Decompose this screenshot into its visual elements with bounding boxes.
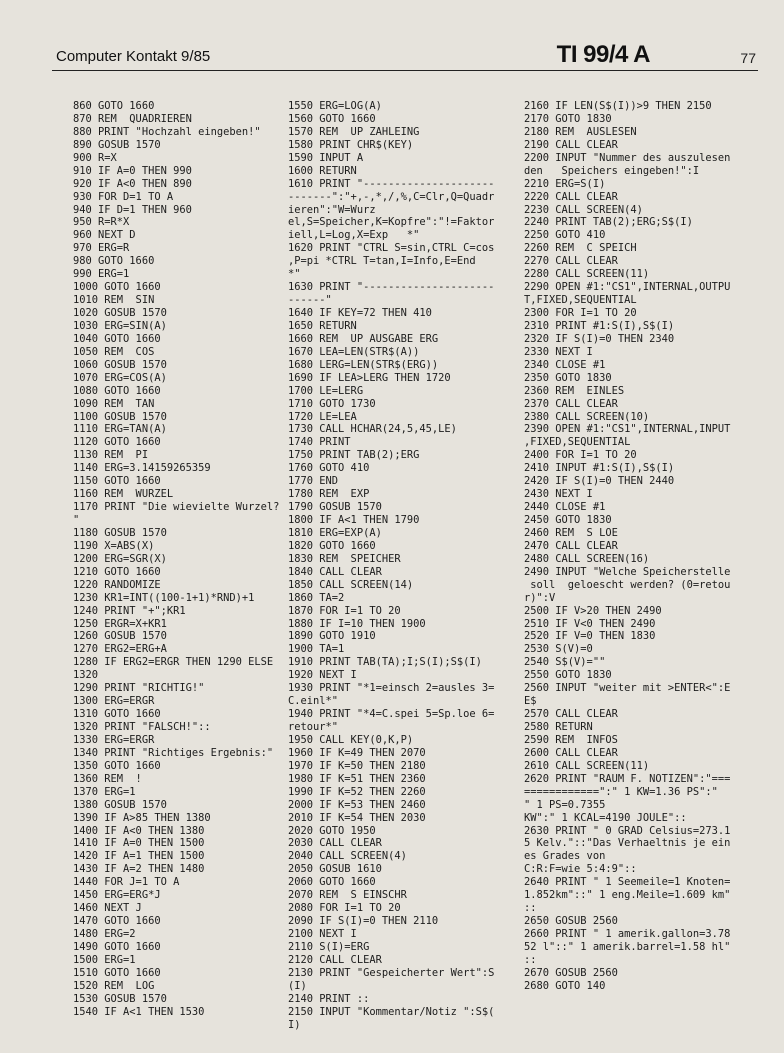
code-line: 1280 IF ERG2=ERGR THEN 1290 ELSE: [73, 656, 274, 669]
listing-column-3: [524, 100, 760, 993]
code-line: 2000 IF K=53 THEN 2460: [288, 798, 426, 811]
code-line: 1850 CALL SCREEN(14): [288, 578, 414, 591]
code-line: 1950 CALL KEY(0,K,P): [288, 733, 414, 746]
code-line: ,P=pi *CTRL T=tan,I=Info,E=End: [288, 255, 476, 268]
code-line: 1780 REM EXP: [288, 488, 370, 501]
code-line: 1630 PRINT "---------------------: [288, 281, 495, 294]
code-line: 870 REM QUADRIEREN: [73, 112, 192, 125]
code-line: 2350 GOTO 1830: [524, 371, 612, 384]
code-line: el,S=Speicher,K=Kopfre":"!=Faktor: [288, 216, 495, 229]
code-line: 1090 REM TAN: [73, 397, 155, 410]
code-line: 1700 LE=LERG: [288, 384, 364, 397]
code-line: 2580 RETURN: [524, 721, 593, 733]
code-line: 2010 IF K=54 THEN 2030: [288, 811, 426, 824]
code-line: 1730 CALL HCHAR(24,5,45,LE): [288, 423, 457, 436]
code-line: 2270 CALL CLEAR: [524, 255, 618, 268]
code-line: 2500 IF V>20 THEN 2490: [524, 604, 662, 617]
code-line: 1070 ERG=COS(A): [73, 371, 167, 384]
code-line: 2570 CALL CLEAR: [524, 708, 618, 721]
code-line: 1840 CALL CLEAR: [288, 565, 382, 578]
code-line: 1900 TA=1: [288, 643, 345, 656]
code-line: 1240 PRINT "+";KR1: [73, 604, 186, 617]
code-line: 2490 INPUT "Welche Speicherstelle: [524, 565, 731, 578]
code-line: ,FIXED,SEQUENTIAL: [524, 436, 631, 449]
code-line: ": [73, 514, 80, 526]
code-line: 1470 GOTO 1660: [73, 915, 161, 928]
code-line: 2150 INPUT "Kommentar/Notiz ":S$(: [288, 1005, 495, 1018]
code-line: 1220 RANDOMIZE: [73, 578, 161, 591]
code-line: 2070 REM S EINSCHR: [288, 889, 407, 902]
code-line: 890 GOSUB 1570: [73, 138, 161, 151]
code-line: 2340 CLOSE #1: [524, 358, 606, 371]
code-line: 1.852km"::" 1 eng.Meile=1.609 km": [524, 889, 731, 902]
code-line: 1000 GOTO 1660: [73, 281, 161, 294]
code-line: 2650 GOSUB 2560: [524, 915, 618, 928]
code-line: 970 ERG=R: [73, 242, 130, 255]
code-line: 1890 GOTO 1910: [288, 630, 376, 643]
code-line: 2590 REM INFOS: [524, 733, 618, 746]
code-line: 1680 LERG=LEN(STR$(ERG)): [288, 358, 439, 371]
code-line: 1860 TA=2: [288, 591, 345, 604]
code-line: 1500 ERG=1: [73, 953, 136, 966]
code-line: 1660 REM UP AUSGABE ERG: [288, 332, 439, 345]
code-line: 2290 OPEN #1:"CS1",INTERNAL,OUTPU: [524, 281, 731, 294]
code-line: 1720 LE=LEA: [288, 410, 357, 423]
code-line: 1960 IF K=49 THEN 2070: [288, 746, 426, 759]
code-line: 2360 REM EINLES: [524, 384, 625, 397]
code-line: 1600 RETURN: [288, 164, 357, 177]
code-line: 2090 IF S(I)=0 THEN 2110: [288, 915, 439, 928]
code-line: 2460 REM S LOE: [524, 526, 618, 539]
code-line: 1380 GOSUB 1570: [73, 798, 167, 811]
code-line: 2280 CALL SCREEN(11): [524, 268, 650, 281]
code-line: 1910 PRINT TAB(TA);I;S(I);S$(I): [288, 656, 482, 669]
code-line: 1690 IF LEA>LERG THEN 1720: [288, 371, 451, 384]
code-line: 1360 REM !: [73, 772, 142, 785]
code-line: 2310 PRINT #1:S(I),S$(I): [524, 319, 675, 332]
code-line: 2160 IF LEN(S$(I))>9 THEN 2150: [524, 100, 712, 112]
code-line: 2220 CALL CLEAR: [524, 190, 618, 203]
code-line: 1710 GOTO 1730: [288, 397, 376, 410]
code-line: ieren":"W=Wurz: [288, 203, 376, 216]
code-line: 1030 ERG=SIN(A): [73, 319, 167, 332]
code-line: 2660 PRINT " 1 amerik.gallon=3.78: [524, 928, 731, 940]
code-line: 1550 ERG=LOG(A): [288, 100, 382, 112]
code-line: 1580 PRINT CHR$(KEY): [288, 138, 414, 151]
code-line: 2530 S(V)=0: [524, 643, 593, 656]
code-line: ============":" 1 KW=1.36 PS":": [524, 785, 718, 798]
code-line: den Speichers eingeben!":I: [524, 164, 700, 177]
code-line: 2040 CALL SCREEN(4): [288, 850, 407, 863]
code-line: ::: [524, 902, 537, 915]
code-line: 1400 IF A<0 THEN 1380: [73, 824, 205, 837]
code-line: 1330 ERG=ERGR: [73, 733, 155, 746]
code-line: 5 Kelv."::"Das Verhaeltnis je ein: [524, 837, 731, 850]
code-line: 2020 GOTO 1950: [288, 824, 376, 837]
code-line: 1970 IF K=50 THEN 2180: [288, 759, 426, 772]
code-line: C.einl*": [288, 695, 339, 708]
code-line: 1390 IF A>85 THEN 1380: [73, 811, 211, 824]
code-line: 1370 ERG=1: [73, 785, 136, 798]
code-line: 2400 FOR I=1 TO 20: [524, 449, 637, 462]
code-line: E$: [524, 695, 537, 708]
code-line: 1640 IF KEY=72 THEN 410: [288, 307, 432, 319]
code-line: 1610 PRINT "---------------------: [288, 177, 495, 190]
code-line: 2520 IF V=0 THEN 1830: [524, 630, 656, 643]
code-line: 2680 GOTO 140: [524, 979, 606, 992]
code-line: 2410 INPUT #1:S(I),S$(I): [524, 462, 675, 475]
code-line: 1830 REM SPEICHER: [288, 552, 401, 565]
code-line: 1350 GOTO 1660: [73, 759, 161, 772]
code-line: 1140 ERG=3.14159265359: [73, 462, 211, 475]
code-line: 980 GOTO 1660: [73, 255, 155, 268]
code-line: 1570 REM UP ZAHLEING: [288, 125, 420, 138]
code-line: 2110 S(I)=ERG: [288, 940, 370, 953]
code-line: 1200 ERG=SGR(X): [73, 552, 167, 565]
code-line: 1210 GOTO 1660: [73, 565, 161, 578]
code-line: 960 NEXT D: [73, 229, 136, 242]
code-line: 52 l"::" 1 amerik.barrel=1.58 hl": [524, 940, 731, 953]
page-header: [52, 41, 758, 71]
code-line: 1930 PRINT "*1=einsch 2=ausles 3=: [288, 682, 495, 695]
code-line: 1820 GOTO 1660: [288, 539, 376, 552]
code-line: 1120 GOTO 1660: [73, 436, 161, 449]
code-line: 1290 PRINT "RICHTIG!": [73, 682, 205, 695]
code-line: 2140 PRINT ::: [288, 992, 370, 1005]
code-line: 2060 GOTO 1660: [288, 876, 376, 889]
code-line: 2130 PRINT "Gespeicherter Wert":S: [288, 966, 495, 979]
code-line: 1460 NEXT J: [73, 902, 142, 915]
code-line: 1230 KR1=INT((100-1+1)*RND)+1: [73, 591, 255, 604]
code-line: 2370 CALL CLEAR: [524, 397, 618, 410]
code-line: 1740 PRINT: [288, 436, 351, 449]
code-line: 2260 REM C SPEICH: [524, 242, 637, 255]
code-line: 1560 GOTO 1660: [288, 112, 376, 125]
code-line: ------": [288, 294, 332, 307]
code-line: 1750 PRINT TAB(2);ERG: [288, 449, 420, 462]
code-line: 1940 PRINT "*4=C.spei 5=Sp.loe 6=: [288, 708, 495, 721]
code-line: 2230 CALL SCREEN(4): [524, 203, 643, 216]
code-line: 1250 ERGR=X+KR1: [73, 617, 167, 630]
code-line: 1010 REM SIN: [73, 294, 155, 307]
code-line: 2480 CALL SCREEN(16): [524, 552, 650, 565]
code-line: 1510 GOTO 1660: [73, 966, 161, 979]
code-line: soll geloescht werden? (0=retou: [524, 578, 731, 591]
code-line: 1150 GOTO 1660: [73, 475, 161, 488]
code-line: ::: [524, 953, 537, 966]
code-line: 2050 GOSUB 1610: [288, 863, 382, 876]
code-line: 2250 GOTO 410: [524, 229, 606, 242]
code-line: 1180 GOSUB 1570: [73, 526, 167, 539]
code-line: 2030 CALL CLEAR: [288, 837, 382, 850]
code-line: 1480 ERG=2: [73, 928, 136, 940]
page-number: 77: [740, 50, 756, 66]
code-line: 1130 REM PI: [73, 449, 149, 462]
code-line: 2670 GOSUB 2560: [524, 966, 618, 979]
code-line: 1450 ERG=ERG*J: [73, 889, 161, 902]
code-line: 1100 GOSUB 1570: [73, 410, 167, 423]
code-line: *": [288, 268, 301, 281]
code-line: KW":" 1 KCAL=4190 JOULE"::: [524, 811, 687, 824]
code-line: 1310 GOTO 1660: [73, 708, 161, 721]
code-line: 930 FOR D=1 TO A: [73, 190, 174, 203]
code-line: iell,L=Log,X=Exp *": [288, 229, 420, 242]
code-line: 1060 GOSUB 1570: [73, 358, 167, 371]
code-line: 2320 IF S(I)=0 THEN 2340: [524, 332, 675, 345]
code-line: 1040 GOTO 1660: [73, 332, 161, 345]
code-line: 2330 NEXT I: [524, 345, 593, 358]
code-line: 920 IF A<0 THEN 890: [73, 177, 192, 190]
code-line: 1020 GOSUB 1570: [73, 307, 167, 319]
code-line: 1880 IF I=10 THEN 1900: [288, 617, 426, 630]
code-line: 2440 CLOSE #1: [524, 501, 606, 514]
code-line: 2630 PRINT " 0 GRAD Celsius=273.1: [524, 824, 731, 837]
code-line: 1050 REM COS: [73, 345, 155, 358]
code-line: 1320 PRINT "FALSCH!"::: [73, 721, 211, 733]
code-line: 1530 GOSUB 1570: [73, 992, 167, 1005]
code-line: retour*": [288, 721, 339, 733]
code-line: 2540 S$(V)="": [524, 656, 606, 669]
publication-name: Computer Kontakt 9/85: [56, 48, 211, 65]
code-line: 1520 REM LOG: [73, 979, 155, 992]
code-line: 2640 PRINT " 1 Seemeile=1 Knoten=: [524, 876, 731, 889]
code-line: 1320: [73, 669, 99, 682]
code-line: (I): [288, 979, 307, 992]
page-title: TI 99/4 A: [556, 41, 650, 68]
code-line: C:R:F=wie 5:4:9"::: [524, 863, 637, 876]
code-line: 1170 PRINT "Die wievielte Wurzel?: [73, 501, 280, 514]
code-line: 1410 IF A=0 THEN 1500: [73, 837, 205, 850]
code-line: 1590 INPUT A: [288, 151, 364, 164]
code-line: 1650 RETURN: [288, 319, 357, 332]
code-line: 1080 GOTO 1660: [73, 384, 161, 397]
code-line: 940 IF D=1 THEN 960: [73, 203, 192, 216]
code-line: 1540 IF A<1 THEN 1530: [73, 1005, 205, 1018]
code-line: 1190 X=ABS(X): [73, 539, 155, 552]
code-line: 1260 GOSUB 1570: [73, 630, 167, 643]
code-line: 2610 CALL SCREEN(11): [524, 759, 650, 772]
code-line: 2100 NEXT I: [288, 928, 357, 940]
code-line: 2180 REM AUSLESEN: [524, 125, 637, 138]
code-line: 2390 OPEN #1:"CS1",INTERNAL,INPUT: [524, 423, 731, 436]
code-line: 1110 ERG=TAN(A): [73, 423, 167, 436]
code-line: 1800 IF A<1 THEN 1790: [288, 514, 420, 526]
code-line: 2550 GOTO 1830: [524, 669, 612, 682]
code-line: 2450 GOTO 1830: [524, 514, 612, 526]
code-line: 2560 INPUT "weiter mit >ENTER<":E: [524, 682, 731, 695]
code-line: I): [288, 1018, 301, 1031]
code-line: 1300 ERG=ERGR: [73, 695, 155, 708]
code-line: 2470 CALL CLEAR: [524, 539, 618, 552]
code-line: 2510 IF V<0 THEN 2490: [524, 617, 656, 630]
code-line: 990 ERG=1: [73, 268, 130, 281]
code-line: 1490 GOTO 1660: [73, 940, 161, 953]
code-line: 2190 CALL CLEAR: [524, 138, 618, 151]
code-line: 910 IF A=0 THEN 990: [73, 164, 192, 177]
code-line: 1920 NEXT I: [288, 669, 357, 682]
code-line: " 1 PS=0.7355: [524, 798, 606, 811]
code-line: 1770 END: [288, 475, 339, 488]
code-line: es Grades von: [524, 850, 606, 863]
code-line: 2080 FOR I=1 TO 20: [288, 902, 401, 915]
code-line: 900 R=X: [73, 151, 117, 164]
code-line: 2600 CALL CLEAR: [524, 746, 618, 759]
code-line: 2420 IF S(I)=0 THEN 2440: [524, 475, 675, 488]
code-line: 2240 PRINT TAB(2);ERG;S$(I): [524, 216, 693, 229]
code-line: 2380 CALL SCREEN(10): [524, 410, 650, 423]
code-line: 1670 LEA=LEN(STR$(A)): [288, 345, 420, 358]
code-line: T,FIXED,SEQUENTIAL: [524, 294, 637, 307]
code-line: 2620 PRINT "RAUM F. NOTIZEN":"===: [524, 772, 731, 785]
code-line: 1160 REM WURZEL: [73, 488, 174, 501]
listing-column-2: [288, 100, 506, 1032]
code-line: 2170 GOTO 1830: [524, 112, 612, 125]
code-line: 2430 NEXT I: [524, 488, 593, 501]
listing-column-1: [73, 100, 283, 1019]
code-line: -------":"+,-,*,/,%,C=Clr,Q=Quadr: [288, 190, 495, 203]
code-line: 2300 FOR I=1 TO 20: [524, 307, 637, 319]
code-line: 1760 GOTO 410: [288, 462, 370, 475]
code-line: 1420 IF A=1 THEN 1500: [73, 850, 205, 863]
code-line: 1430 IF A=2 THEN 1480: [73, 863, 205, 876]
code-line: 1870 FOR I=1 TO 20: [288, 604, 401, 617]
code-line: 1340 PRINT "Richtiges Ergebnis:": [73, 746, 274, 759]
code-line: 1440 FOR J=1 TO A: [73, 876, 180, 889]
code-line: 1810 ERG=EXP(A): [288, 526, 382, 539]
code-line: 860 GOTO 1660: [73, 100, 155, 112]
code-line: 2120 CALL CLEAR: [288, 953, 382, 966]
code-line: 1980 IF K=51 THEN 2360: [288, 772, 426, 785]
code-line: 1990 IF K=52 THEN 2260: [288, 785, 426, 798]
code-line: 950 R=R*X: [73, 216, 130, 229]
code-line: 2200 INPUT "Nummer des auszulesen: [524, 151, 731, 164]
code-line: 1790 GOSUB 1570: [288, 501, 382, 514]
code-line: 2210 ERG=S(I): [524, 177, 606, 190]
code-line: r)":V: [524, 591, 556, 604]
code-line: 1270 ERG2=ERG+A: [73, 643, 167, 656]
code-line: 880 PRINT "Hochzahl eingeben!": [73, 125, 261, 138]
code-line: 1620 PRINT "CTRL S=sin,CTRL C=cos: [288, 242, 495, 255]
